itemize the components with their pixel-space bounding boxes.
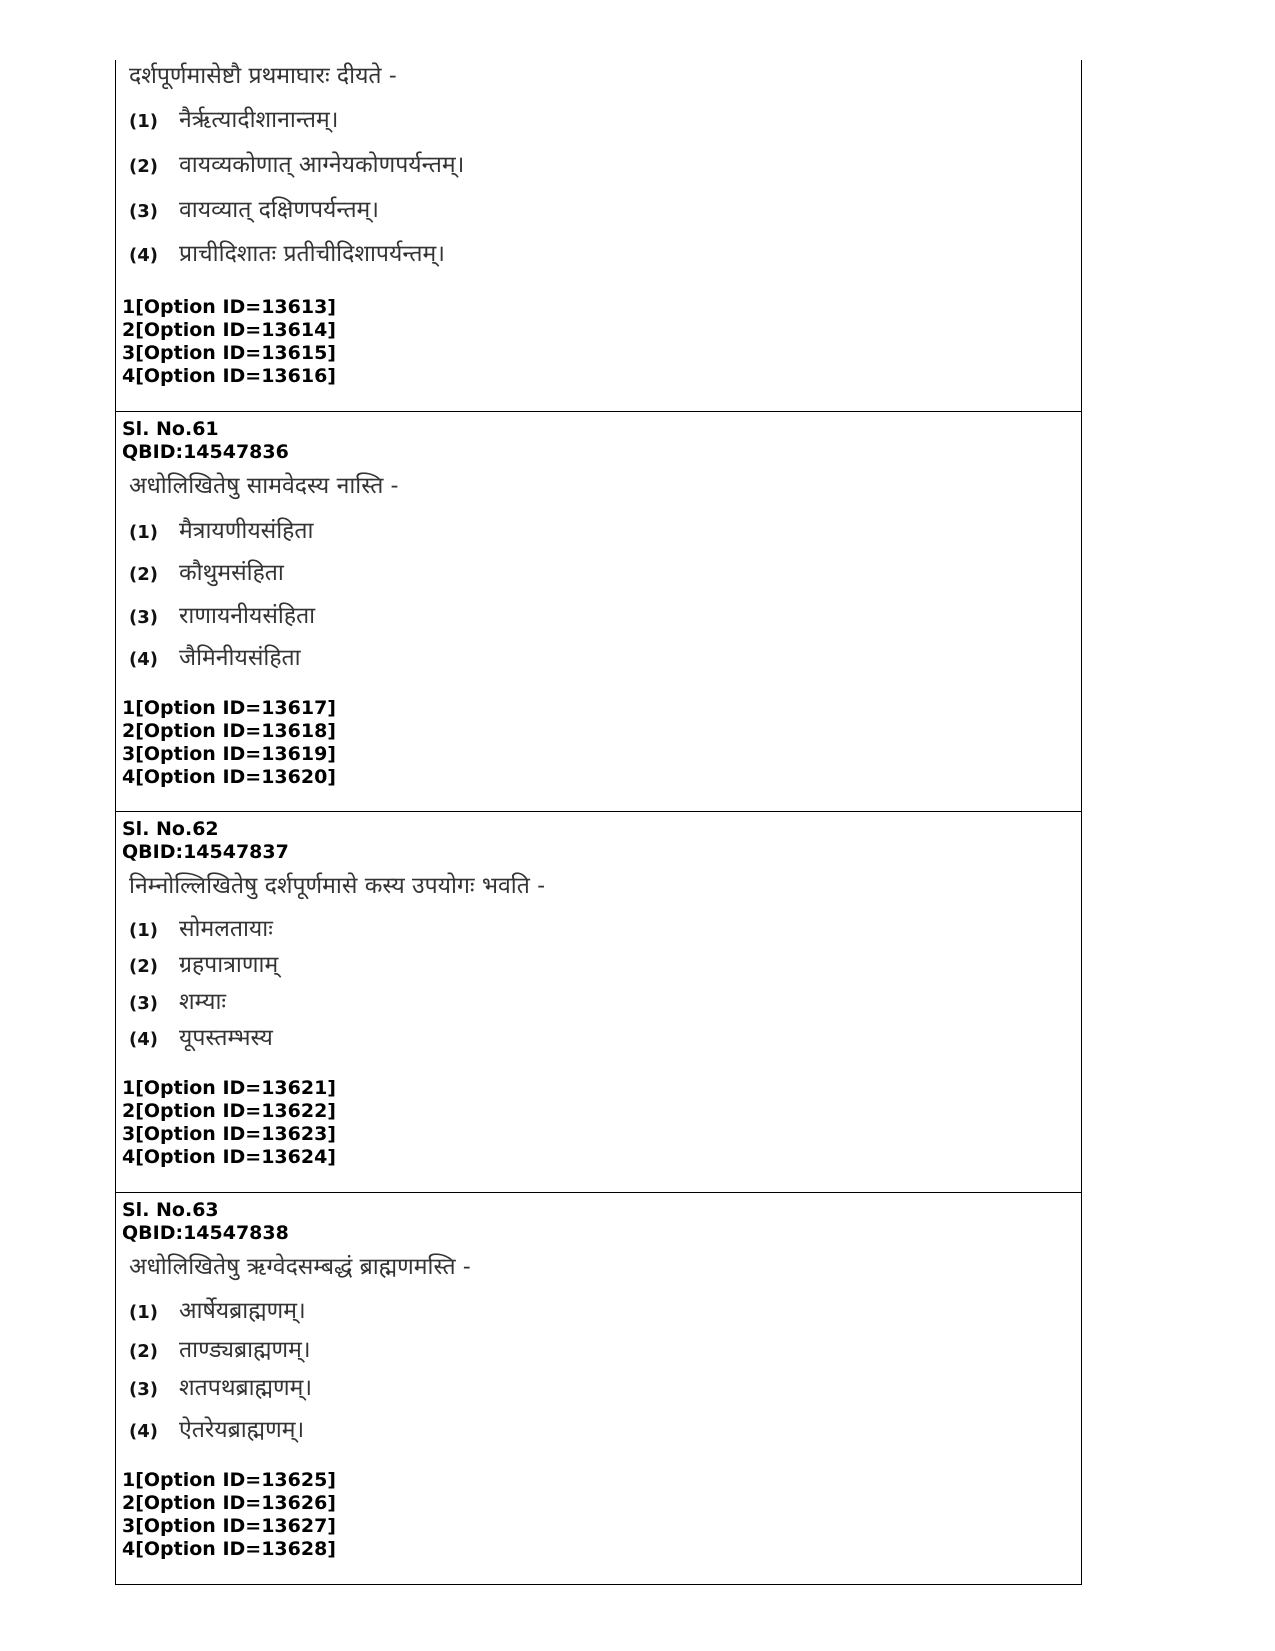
question-text: अधोलिखितेषु ऋग्वेदसम्बद्धं ब्राह्मणमस्ति - <box>129 1254 471 1280</box>
question-meta <box>122 818 289 864</box>
question-sheet <box>115 60 1082 1585</box>
option-number: (3) <box>129 607 158 628</box>
option-id: 4[Option ID=13628] <box>122 1538 336 1560</box>
option-text: कौथुमसंहिता <box>179 560 284 586</box>
serial-number: Sl. No.61 <box>122 418 219 440</box>
option-number: (1) <box>129 522 158 543</box>
option-item <box>129 192 379 224</box>
option-id: 1[Option ID=13621] <box>122 1077 336 1099</box>
option-text: ऐतरेयब्राह्मणम्। <box>179 1417 305 1443</box>
option-item <box>129 147 464 179</box>
question-block <box>116 1192 1081 1584</box>
option-text: वायव्यात् दक्षिणपर्यन्तम्। <box>179 197 380 223</box>
option-id: 4[Option ID=13620] <box>122 766 336 788</box>
option-number: (4) <box>129 1421 158 1442</box>
option-id: 4[Option ID=13616] <box>122 365 336 387</box>
option-id: 2[Option ID=13622] <box>122 1100 336 1122</box>
option-item <box>129 911 273 943</box>
option-item <box>129 102 339 134</box>
option-id: 2[Option ID=13626] <box>122 1492 336 1514</box>
option-id: 2[Option ID=13614] <box>122 319 336 341</box>
option-item <box>129 1412 304 1444</box>
option-id: 1[Option ID=13613] <box>122 296 336 318</box>
option-number: (2) <box>129 564 158 585</box>
option-text: ग्रहपात्राणाम् <box>179 952 279 978</box>
option-number: (1) <box>129 1302 158 1323</box>
qbid: QBID:14547837 <box>122 841 289 863</box>
option-text: आर्षेयब्राह्मणम्। <box>179 1298 306 1324</box>
qbid: QBID:14547838 <box>122 1222 289 1244</box>
question-meta <box>122 418 289 464</box>
option-id-list <box>122 1077 336 1169</box>
question-text: निम्नोल्लिखितेषु दर्शपूर्णमासे कस्य उपयोगः भवति - <box>129 873 545 899</box>
serial-number: Sl. No.63 <box>122 1199 219 1221</box>
option-text: सोमलतायाः <box>179 916 273 942</box>
option-number: (1) <box>129 920 158 941</box>
option-number: (3) <box>129 201 158 222</box>
option-number: (2) <box>129 156 158 177</box>
question-block <box>116 60 1081 411</box>
option-item <box>129 947 278 979</box>
option-text: राणायनीयसंहिता <box>179 603 316 629</box>
option-item <box>129 555 284 587</box>
option-id: 2[Option ID=13618] <box>122 720 336 742</box>
option-item <box>129 598 315 630</box>
option-id-list <box>122 697 336 789</box>
option-id: 1[Option ID=13625] <box>122 1469 336 1491</box>
option-text: मैत्रायणीयसंहिता <box>179 518 314 544</box>
question-text: दर्शपूर्णमासेष्टौ प्रथमाघारः दीयते - <box>129 63 397 89</box>
option-id-list <box>122 1469 336 1561</box>
option-text: जैमिनीयसंहिता <box>179 645 301 671</box>
option-id: 3[Option ID=13623] <box>122 1123 336 1145</box>
question-text: अधोलिखितेषु सामवेदस्य नास्ति - <box>129 473 399 499</box>
option-number: (2) <box>129 1341 158 1362</box>
option-item <box>129 1293 306 1325</box>
option-number: (1) <box>129 111 158 132</box>
question-block <box>116 811 1081 1192</box>
option-text: नैर्ऋत्यादीशानान्तम्। <box>179 107 339 133</box>
option-id: 3[Option ID=13615] <box>122 342 336 364</box>
option-number: (3) <box>129 993 158 1014</box>
option-text: प्राचीदिशातः प्रतीचीदिशापर्यन्तम्। <box>179 241 445 267</box>
option-item <box>129 513 313 545</box>
option-item <box>129 984 226 1016</box>
option-id-list <box>122 296 336 388</box>
option-number: (2) <box>129 956 158 977</box>
option-item <box>129 1332 311 1364</box>
option-text: शतपथब्राह्मणम्। <box>179 1375 313 1401</box>
option-text: ताण्ड्यब्राह्मणम्। <box>179 1337 311 1363</box>
option-item <box>129 640 301 672</box>
serial-number: Sl. No.62 <box>122 818 219 840</box>
option-number: (3) <box>129 1379 158 1400</box>
option-text: यूपस्तम्भस्य <box>179 1025 273 1051</box>
option-id: 3[Option ID=13627] <box>122 1515 336 1537</box>
option-item <box>129 236 445 268</box>
option-id: 4[Option ID=13624] <box>122 1146 336 1168</box>
option-item <box>129 1370 312 1402</box>
option-text: शम्याः <box>179 989 227 1015</box>
qbid: QBID:14547836 <box>122 441 289 463</box>
option-id: 1[Option ID=13617] <box>122 697 336 719</box>
question-meta <box>122 1199 289 1245</box>
option-number: (4) <box>129 1029 158 1050</box>
option-item <box>129 1020 273 1052</box>
option-text: वायव्यकोणात् आग्नेयकोणपर्यन्तम्। <box>179 152 465 178</box>
question-block <box>116 411 1081 811</box>
option-id: 3[Option ID=13619] <box>122 743 336 765</box>
option-number: (4) <box>129 245 158 266</box>
option-number: (4) <box>129 649 158 670</box>
